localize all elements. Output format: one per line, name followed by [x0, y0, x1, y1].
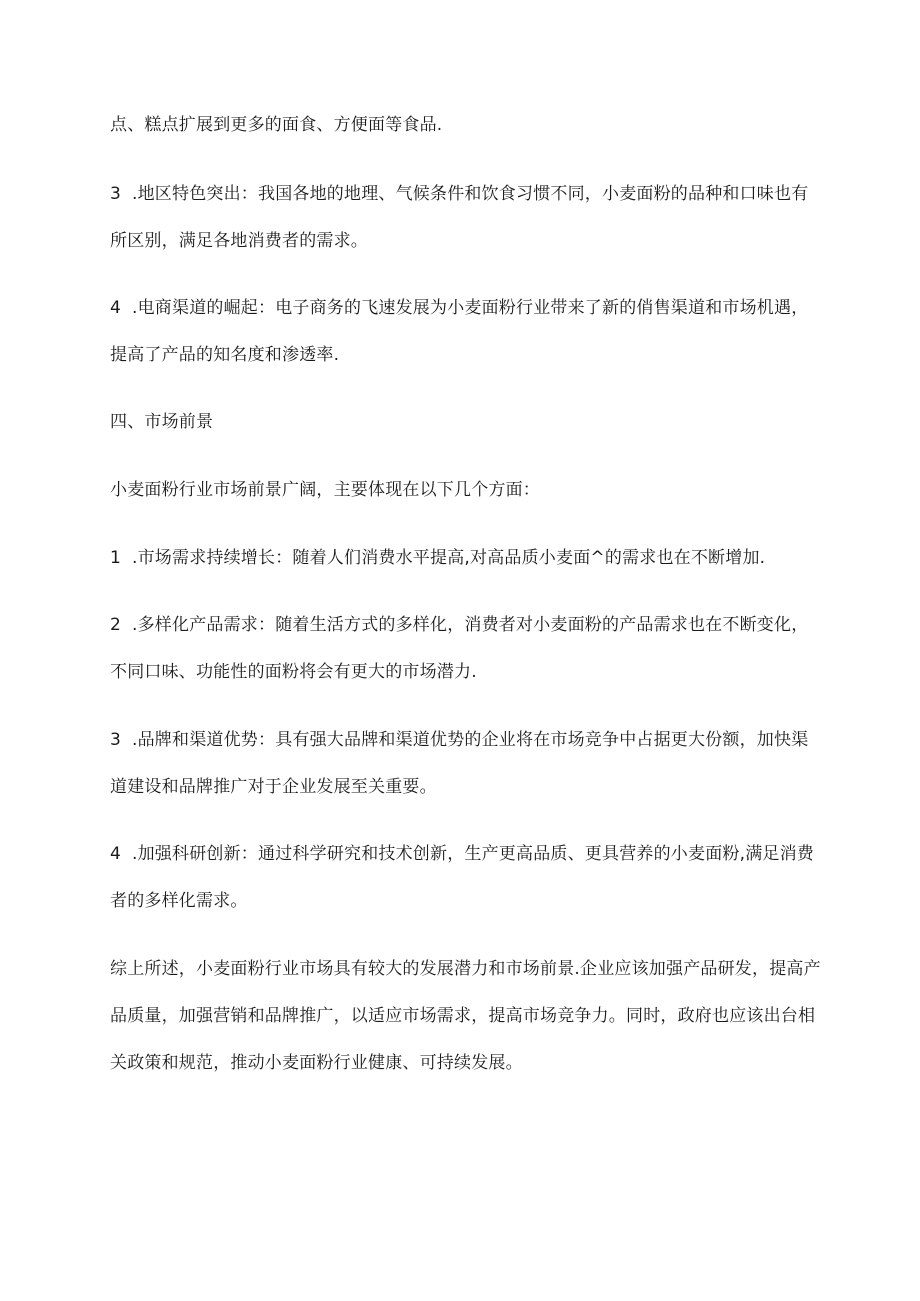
text-line [110, 296, 808, 320]
text-line: 所区别，满足各地消费者的需求。 [110, 231, 368, 251]
text-line: 关政策和规范，推动小麦面粉行业健康、可持续发展。 [110, 1053, 523, 1073]
list-number: 3 [110, 730, 122, 750]
text-line [110, 842, 814, 866]
section-heading: 四、市场前景 [110, 412, 214, 432]
text-line: 道建设和品牌推广对于企业发展至关重要。 [110, 777, 437, 797]
text-line [110, 182, 808, 206]
text-line: 者的多样化需求。 [110, 891, 248, 911]
text-line [110, 546, 765, 570]
list-text: .多样化产品需求：随着生活方式的多样化，消费者对小麦面粉的产品需求也在不断变化， [132, 615, 809, 635]
list-number: 3 [110, 184, 122, 204]
text-line: 小麦面粉行业市场前景广阔，主要体现在以下几个方面： [110, 480, 540, 500]
list-number: 2 [110, 615, 122, 635]
text-line: 品质量，加强营销和品牌推广，以适应市场需求，提高市场竞争力。同时，政府也应该出台相 [110, 1006, 816, 1026]
text-line: 综上所述，小麦面粉行业市场具有较大的发展潜力和市场前景.企业应该加强产品研发，提高产 [110, 959, 821, 979]
list-number: 1 [110, 548, 122, 568]
list-number: 4 [110, 298, 122, 318]
list-number: 4 [110, 844, 122, 864]
text-line: 点、糕点扩展到更多的面食、方便面等食品. [110, 115, 443, 135]
list-text: .地区特色突出：我国各地的地理、气候条件和饮食习惯不同，小麦面粉的品种和口味也有 [132, 184, 809, 204]
list-text: .电商渠道的崛起：电子商务的飞速发展为小麦面粉行业带来了新的俏售渠道和市场机遇， [132, 298, 809, 318]
text-line [110, 613, 808, 637]
list-text: .品牌和渠道优势：具有强大品牌和渠道优势的企业将在市场竞争中占据更大份额，加快渠 [132, 730, 809, 750]
text-line: 不同口味、功能性的面粉将会有更大的市场潜力. [110, 662, 477, 682]
text-line: 提高了产品的知名度和渗透率. [110, 345, 340, 365]
list-text: .加强科研创新：通过科学研究和技术创新，生产更高品质、更具营养的小麦面粉,满足消费 [132, 844, 815, 864]
text-line [110, 728, 808, 752]
list-text: .市场需求持续增长：随着人们消费水平提高,对高品质小麦面^的需求也在不断增加. [132, 548, 766, 568]
